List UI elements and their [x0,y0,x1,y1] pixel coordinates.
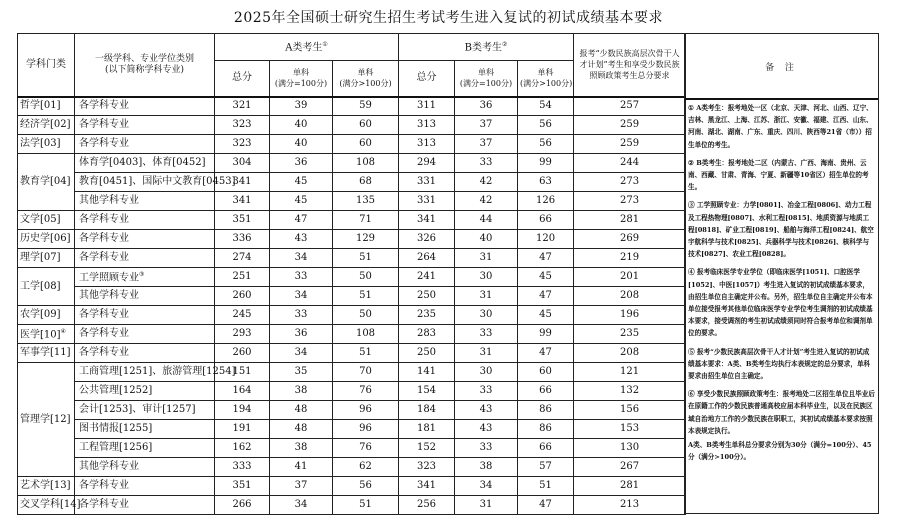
discipline-cell: 历史学[06] [18,230,75,249]
a-single-100-cell: 47 [270,211,333,230]
a-total-cell: 151 [215,363,270,382]
header-special: 报考“少数民族高层次骨干人才计划”考生和享受少数民族照顾政策考生总分要求 [574,34,686,97]
a-total-cell: 304 [215,154,270,173]
a-total-cell: 266 [215,496,270,515]
note-1: ① A类考生：报考地处一区（北京、天津、河北、山西、辽宁、吉林、黑龙江、上海、江苏、浙江、安徽、福建、江西、山东、河南、湖北、湖南、广东、重庆、四川、陕西等21省（市））招生单位的考生。 [688,104,873,149]
special-total-cell: 219 [574,249,686,268]
a-single-100-cell: 33 [270,268,333,287]
special-total-cell: 273 [574,192,686,211]
a-single-gt100-cell: 50 [333,268,399,287]
b-total-cell: 313 [399,116,455,135]
major-cell: 工商管理[1251]、旅游管理[1254] [75,363,215,382]
notes-column [684,33,879,514]
header-group-a-label: A类考生 [285,42,323,54]
table-row [18,363,686,382]
major-cell: 各学科专业 [75,496,215,515]
major-cell: 各学科专业 [75,344,215,363]
table-row [18,97,686,116]
table-row [18,496,686,515]
special-total-cell: 208 [574,287,686,306]
special-total-cell: 132 [574,382,686,401]
b-single-gt100-cell: 66 [518,211,574,230]
table-row [18,401,686,420]
b-single-gt100-cell: 54 [518,97,574,116]
special-total-cell: 281 [574,211,686,230]
major-cell: 各学科专业 [75,116,215,135]
major-cell: 体育学[0403]、体育[0452] [75,154,215,173]
a-total-cell: 321 [215,97,270,116]
major-cell: 各学科专业 [75,211,215,230]
a-total-cell: 323 [215,135,270,154]
b-single-100-cell: 34 [455,477,518,496]
discipline-label: 医学[10] [20,329,61,341]
b-single-100-cell: 36 [455,97,518,116]
b-single-100-cell: 31 [455,344,518,363]
b-single-gt100-cell: 47 [518,287,574,306]
b-single-100-cell: 30 [455,268,518,287]
footnote-marker-3: ③ [139,271,145,279]
a-total-cell: 341 [215,173,270,192]
a-single-gt100-cell: 60 [333,135,399,154]
a-single-gt100-cell: 51 [333,496,399,515]
header-group-b [399,34,574,61]
note-2: ② B类考生：报考地处二区（内蒙古、广西、海南、贵州、云南、西藏、甘肃、青海、宁夏、新疆等10省区）招生单位的考生。 [688,158,869,192]
major-cell: 各学科专业 [75,249,215,268]
b-single-100-cell: 44 [455,211,518,230]
a-single-100-cell: 43 [270,230,333,249]
note-7: A类、B类考生单科总分要求分别为30分（满分=100分）、45分（满分>100分）。 [688,441,872,462]
header-a-single-note: (满分=100分) [274,79,328,89]
b-total-cell: 264 [399,249,455,268]
b-single-100-cell: 30 [455,306,518,325]
a-single-100-cell: 34 [270,344,333,363]
b-single-gt100-cell: 99 [518,154,574,173]
b-total-cell: 235 [399,306,455,325]
b-single-gt100-cell: 86 [518,420,574,439]
table-row [18,230,686,249]
a-single-gt100-cell: 135 [333,192,399,211]
footnote-marker-4: ④ [60,328,66,336]
table-row [18,458,686,477]
discipline-cell: 艺术学[13] [18,477,75,496]
a-total-cell: 251 [215,268,270,287]
table-row [18,268,686,287]
a-single-100-cell: 34 [270,249,333,268]
a-single-100-cell: 48 [270,401,333,420]
header-a-single-100 [270,61,333,97]
a-single-gt100-cell: 108 [333,154,399,173]
header-group-b-label: B类考生 [464,42,502,54]
note-3: ③ 工学照顾专业：力学[0801]、冶金工程[0806]、动力工程及工程热物理[0807]、水利工程[0815]、地质资源与地质工程[0818]、矿业工程[0819]、船舶与海洋工程[0824]、航空宇航科学与技术[0825]、兵器科学与技术[0826]、核科学与技术[0827]、农业工程[0828]。 [688,201,874,259]
major-cell: 会计[1253]、审计[1257] [75,401,215,420]
b-single-100-cell: 31 [455,287,518,306]
b-single-gt100-cell: 66 [518,382,574,401]
a-single-gt100-cell: 60 [333,116,399,135]
a-single-gt100-cell: 70 [333,363,399,382]
b-single-100-cell: 30 [455,363,518,382]
b-total-cell: 181 [399,420,455,439]
b-total-cell: 311 [399,97,455,116]
b-single-gt100-cell: 63 [518,173,574,192]
table-row [18,154,686,173]
major-cell: 公共管理[1252] [75,382,215,401]
b-total-cell: 256 [399,496,455,515]
discipline-cell: 法学[03] [18,135,75,154]
discipline-cell: 理学[07] [18,249,75,268]
a-single-gt100-cell: 76 [333,382,399,401]
header-a-total: 总分 [215,61,270,97]
a-single-100-cell: 38 [270,439,333,458]
major-cell: 图书情报[1255] [75,420,215,439]
a-total-cell: 260 [215,287,270,306]
header-b-single-label: 单科 [478,68,494,78]
major-cell: 其他学科专业 [75,287,215,306]
header-b-single-gt100 [518,61,574,97]
b-single-gt100-cell: 47 [518,496,574,515]
a-total-cell: 333 [215,458,270,477]
major-cell [75,268,215,287]
b-single-gt100-cell: 56 [518,116,574,135]
a-single-100-cell: 45 [270,173,333,192]
b-total-cell: 154 [399,382,455,401]
table-row [18,287,686,306]
a-total-cell: 351 [215,211,270,230]
a-total-cell: 194 [215,401,270,420]
major-cell: 教育[0451]、国际中文教育[0453] [75,173,215,192]
a-single-100-cell: 37 [270,477,333,496]
b-single-100-cell: 33 [455,382,518,401]
special-total-cell: 196 [574,306,686,325]
special-total-cell: 156 [574,401,686,420]
note-5: ⑤ 报考“少数民族高层次骨干人才计划”考生进入复试的初试成绩基本要求：A类、B类考生均执行本表规定的总分要求，单科要求由招生单位自主确定。 [688,347,871,381]
b-single-gt100-cell: 66 [518,439,574,458]
a-single-100-cell: 35 [270,363,333,382]
a-single-gt100-cell: 62 [333,458,399,477]
note-6: ⑥ 享受少数民族照顾政策考生：报考地处二区招生单位且毕业后在原籍工作的少数民族普通高校应届本科毕业生，以及在民族区域自治地方工作的少数民族在职职工，其初试成绩基本要求按照本表规定执行。 [688,390,875,435]
table-row [18,382,686,401]
b-single-gt100-cell: 45 [518,306,574,325]
b-single-gt100-cell: 45 [518,268,574,287]
a-single-100-cell: 34 [270,496,333,515]
b-single-gt100-cell: 86 [518,401,574,420]
header-a-single2-label: 单科 [357,68,374,78]
header-a-single2-note: (满分>100分) [339,79,392,89]
table-row [18,344,686,363]
b-total-cell: 141 [399,363,455,382]
b-single-100-cell: 33 [455,439,518,458]
a-single-100-cell: 36 [270,154,333,173]
discipline-cell: 工学[08] [18,268,75,306]
special-total-cell: 273 [574,173,686,192]
special-total-cell: 213 [574,496,686,515]
a-total-cell: 336 [215,230,270,249]
b-single-100-cell: 43 [455,401,518,420]
major-cell: 各学科专业 [75,230,215,249]
b-single-100-cell: 31 [455,249,518,268]
note-4: ④ 报考临床医学专业学位（即临床医学[1051]、口腔医学[1052]、中医[1057]）考生进入复试的初试成绩基本要求，由招生单位自主确定并公布。另外，招生单位自主确定并公布本单位接受报考其他单位临床医学专业学位考生调剂的初试成绩基本要求，接受调剂的考生初试成绩须同时符合报考单位和调剂单位的要求。 [688,268,873,338]
b-single-100-cell: 38 [455,458,518,477]
header-b-single2-note: (满分>100分) [520,79,573,89]
a-single-100-cell: 48 [270,420,333,439]
table-row [18,420,686,439]
a-total-cell: 341 [215,192,270,211]
b-single-100-cell: 43 [455,420,518,439]
discipline-cell: 管理学[12] [18,363,75,477]
b-single-100-cell: 31 [455,496,518,515]
header-b-total: 总分 [399,61,455,97]
a-single-gt100-cell: 51 [333,249,399,268]
b-single-gt100-cell: 51 [518,477,574,496]
b-single-gt100-cell: 99 [518,325,574,344]
score-table [17,33,686,515]
b-single-100-cell: 42 [455,173,518,192]
b-total-cell: 294 [399,154,455,173]
b-total-cell: 323 [399,458,455,477]
special-total-cell: 244 [574,154,686,173]
special-total-cell: 208 [574,344,686,363]
header-b-single-100 [455,61,518,97]
special-total-cell: 267 [574,458,686,477]
major-cell: 工程管理[1256] [75,439,215,458]
special-total-cell: 201 [574,268,686,287]
discipline-cell: 文学[05] [18,211,75,230]
a-single-gt100-cell: 59 [333,97,399,116]
page-title: 2025年全国硕士研究生招生考试考生进入复试的初试成绩基本要求 [233,10,664,26]
b-single-100-cell: 37 [455,116,518,135]
header-major-line1: 一级学科、专业学位类别 [94,53,194,64]
a-single-gt100-cell: 51 [333,287,399,306]
major-cell: 各学科专业 [75,325,215,344]
header-a-single-label: 单科 [293,68,309,78]
table-row [18,306,686,325]
header-major-line2: (以下简称学科专业) [104,64,185,75]
table-row [18,116,686,135]
b-total-cell: 341 [399,477,455,496]
a-single-gt100-cell: 96 [333,420,399,439]
special-total-cell: 259 [574,116,686,135]
b-total-cell: 241 [399,268,455,287]
b-total-cell: 341 [399,211,455,230]
b-total-cell: 331 [399,173,455,192]
b-single-gt100-cell: 126 [518,192,574,211]
b-single-gt100-cell: 56 [518,135,574,154]
a-total-cell: 293 [215,325,270,344]
major-cell: 各学科专业 [75,97,215,116]
b-total-cell: 283 [399,325,455,344]
special-total-cell: 121 [574,363,686,382]
discipline-cell: 交叉学科[14] [18,496,75,515]
a-single-100-cell: 40 [270,135,333,154]
header-b-single2-label: 单科 [537,68,554,78]
a-total-cell: 351 [215,477,270,496]
footnote-marker-1: ① [322,41,328,49]
header-major [75,34,215,97]
b-total-cell: 152 [399,439,455,458]
b-single-100-cell: 42 [455,192,518,211]
special-total-cell: 153 [574,420,686,439]
special-total-cell: 269 [574,230,686,249]
discipline-cell: 教育学[04] [18,154,75,211]
a-single-100-cell: 39 [270,97,333,116]
a-total-cell: 260 [215,344,270,363]
major-cell: 各学科专业 [75,135,215,154]
a-single-100-cell: 36 [270,325,333,344]
a-single-100-cell: 33 [270,306,333,325]
special-total-cell: 235 [574,325,686,344]
special-total-cell: 259 [574,135,686,154]
notes-header: 备 注 [685,34,878,100]
table-row [18,135,686,154]
a-single-100-cell: 41 [270,458,333,477]
a-single-gt100-cell: 76 [333,439,399,458]
a-single-100-cell: 45 [270,192,333,211]
a-single-100-cell: 34 [270,287,333,306]
a-total-cell: 245 [215,306,270,325]
discipline-cell: 军事学[11] [18,344,75,363]
a-total-cell: 323 [215,116,270,135]
a-single-gt100-cell: 129 [333,230,399,249]
a-single-gt100-cell: 68 [333,173,399,192]
b-total-cell: 250 [399,287,455,306]
a-single-gt100-cell: 56 [333,477,399,496]
a-total-cell: 162 [215,439,270,458]
special-total-cell: 130 [574,439,686,458]
footnote-marker-2: ② [502,41,508,49]
special-total-cell: 281 [574,477,686,496]
major-cell: 其他学科专业 [75,192,215,211]
b-single-gt100-cell: 57 [518,458,574,477]
special-total-cell: 257 [574,97,686,116]
table-row [18,211,686,230]
a-single-gt100-cell: 71 [333,211,399,230]
discipline-cell: 哲学[01] [18,97,75,116]
a-total-cell: 191 [215,420,270,439]
b-total-cell: 184 [399,401,455,420]
table-row [18,192,686,211]
notes-body [685,100,878,467]
discipline-cell: 经济学[02] [18,116,75,135]
a-single-gt100-cell: 96 [333,401,399,420]
a-total-cell: 164 [215,382,270,401]
b-single-100-cell: 33 [455,325,518,344]
a-total-cell: 274 [215,249,270,268]
b-total-cell: 331 [399,192,455,211]
discipline-cell: 农学[09] [18,306,75,325]
major-cell: 各学科专业 [75,306,215,325]
discipline-cell [18,325,75,344]
header-group-a [215,34,399,61]
b-single-gt100-cell: 47 [518,249,574,268]
header-a-single-gt100 [333,61,399,97]
b-single-gt100-cell: 60 [518,363,574,382]
a-single-gt100-cell: 108 [333,325,399,344]
b-single-gt100-cell: 47 [518,344,574,363]
b-total-cell: 250 [399,344,455,363]
b-total-cell: 313 [399,135,455,154]
table-row [18,439,686,458]
b-single-100-cell: 33 [455,154,518,173]
b-single-gt100-cell: 120 [518,230,574,249]
b-single-100-cell: 37 [455,135,518,154]
header-discipline: 学科门类 [18,34,75,97]
table-row [18,477,686,496]
table-row [18,173,686,192]
major-cell: 其他学科专业 [75,458,215,477]
major-label: 工学照顾专业 [79,272,139,284]
a-single-100-cell: 38 [270,382,333,401]
table-row [18,249,686,268]
a-single-gt100-cell: 51 [333,344,399,363]
b-single-100-cell: 40 [455,230,518,249]
b-total-cell: 326 [399,230,455,249]
major-cell: 各学科专业 [75,477,215,496]
table-row [18,325,686,344]
a-single-100-cell: 40 [270,116,333,135]
header-b-single-note: (满分=100分) [459,79,513,89]
a-single-gt100-cell: 50 [333,306,399,325]
